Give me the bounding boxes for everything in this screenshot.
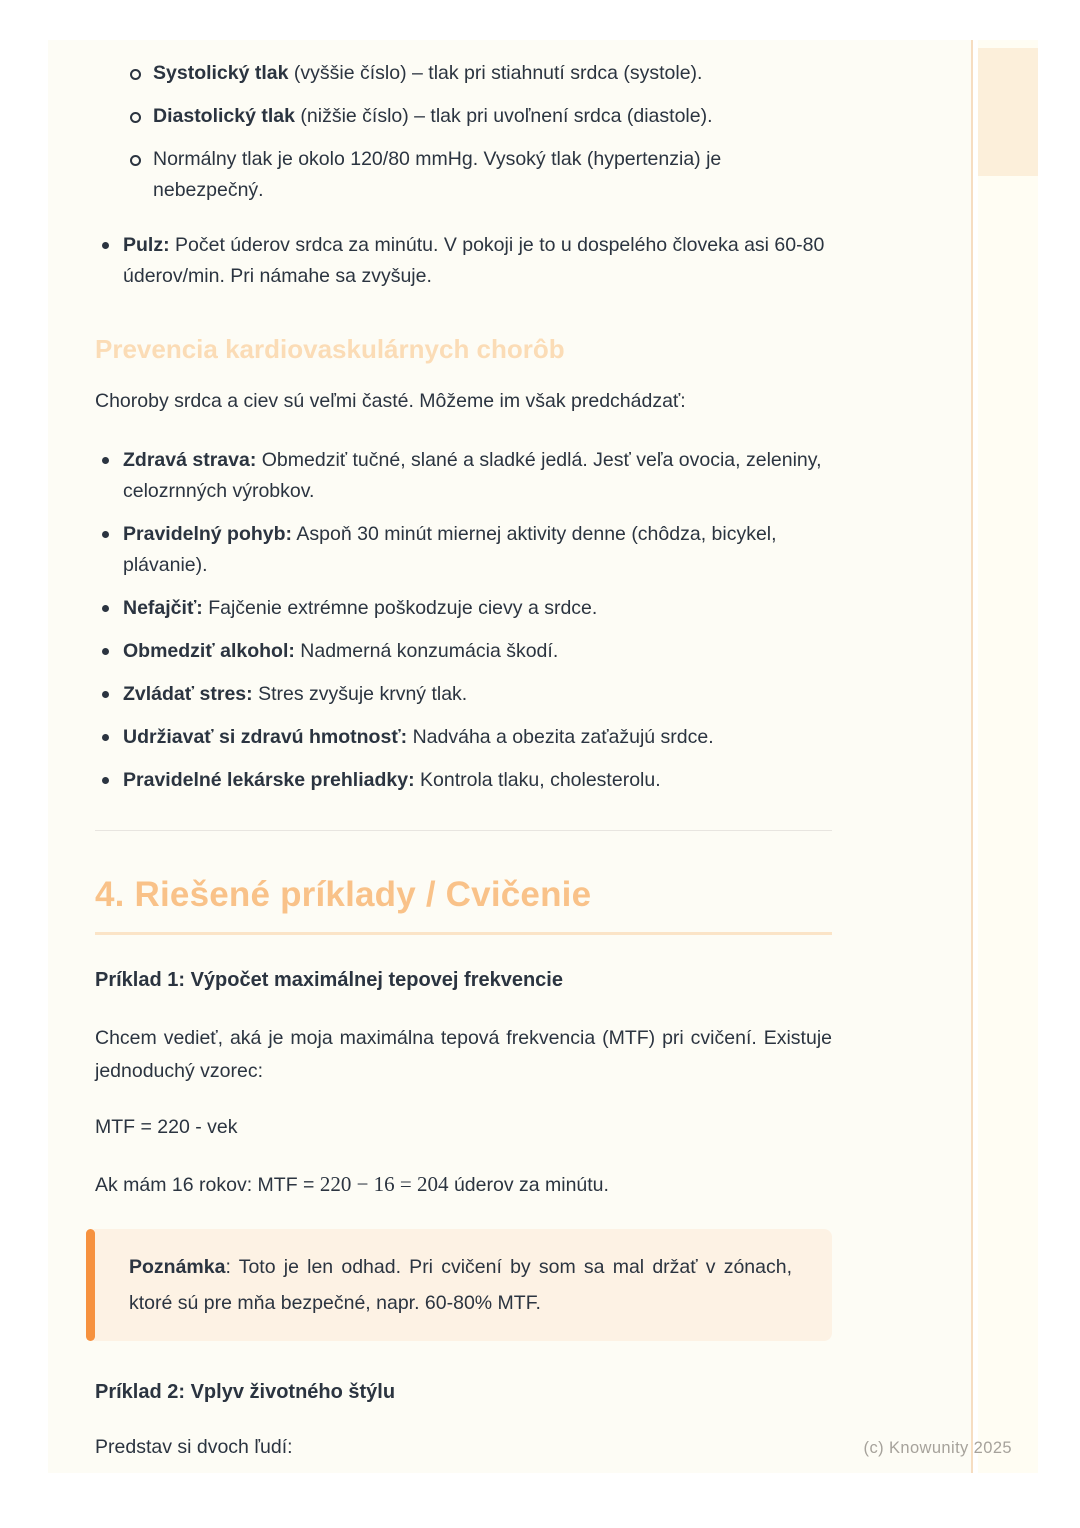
list-item-text	[123, 230, 832, 292]
list-item-body: Fajčenie extrémne poškodzuje cievy a srdce.	[202, 597, 598, 619]
list-item-text	[153, 58, 832, 89]
list-item	[95, 519, 832, 581]
note-label: Poznámka	[129, 1256, 226, 1278]
mtf-formula: MTF = 220 - vek	[95, 1116, 238, 1138]
calc-prefix: Ak mám 16 rokov: MTF =	[95, 1174, 320, 1196]
document-content	[95, 40, 832, 1463]
list-item-text	[153, 101, 832, 132]
list-item-body: Nadváha a obezita zaťažujú srdce.	[407, 726, 714, 748]
list-item-term: Systolický tlak	[153, 62, 289, 84]
list-item	[95, 144, 832, 206]
circle-bullet-icon	[130, 155, 141, 166]
list-item-body: Počet úderov srdca za minútu. V pokoji je to u dospelého človeka asi 60-80 úderov/min. Pri námahe sa zvyšuje.	[123, 234, 825, 287]
disc-bullet-icon	[102, 734, 109, 741]
note-callout	[87, 1229, 832, 1341]
list-item-body: Kontrola tlaku, cholesterolu.	[414, 769, 661, 791]
list-item	[95, 722, 832, 753]
list-item-body: Normálny tlak je okolo 120/80 mmHg. Vysoký tlak (hypertenzia) je nebezpečný.	[153, 148, 722, 201]
list-item-text	[123, 445, 832, 507]
note-text	[129, 1249, 792, 1321]
blood-pressure-sublist	[95, 58, 832, 206]
disc-bullet-icon	[102, 242, 109, 249]
list-item-body: Obmedziť tučné, slané a sladké jedlá. Jesť veľa ovocia, zeleniny, celozrnných výrobkov.	[123, 449, 822, 502]
example1-intro: Chcem vedieť, aká je moja maximálna tepová frekvencia (MTF) pri cvičení. Existuje jednoduchý vzorec:	[95, 1027, 832, 1082]
list-item-term: Udržiavať si zdravú hmotnosť:	[123, 726, 408, 748]
list-item	[95, 445, 832, 507]
list-item-text	[123, 519, 832, 581]
list-item	[95, 58, 832, 89]
disc-bullet-icon	[102, 777, 109, 784]
pulse-list	[95, 230, 832, 292]
list-item	[95, 765, 832, 796]
section-heading-prevention: Prevencia kardiovaskulárnych chorôb	[95, 334, 565, 364]
list-item-term: Diastolický tlak	[153, 105, 295, 127]
list-item-body: Stres zvyšuje krvný tlak.	[252, 683, 468, 705]
section-heading-examples: 4. Riešené príklady / Cvičenie	[95, 875, 592, 914]
example2-title: Príklad 2: Vplyv životného štýlu	[95, 1381, 396, 1403]
mtf-calculation	[95, 1169, 832, 1201]
list-item-body: (vyššie číslo) – tlak pri stiahnutí srdca (systole).	[288, 62, 703, 84]
list-item-body: Aspoň 30 minút miernej aktivity denne (chôdza, bicykel, plávanie).	[123, 523, 777, 576]
prevention-intro: Choroby srdca a ciev sú veľmi časté. Môžeme im však predchádzať:	[95, 390, 686, 412]
document-page	[48, 40, 973, 1473]
next-page-content-block	[978, 48, 1038, 176]
next-page-edge	[978, 40, 1038, 1473]
list-item-text	[123, 765, 832, 796]
list-item-body: (nižšie číslo) – tlak pri uvoľnení srdca (diastole).	[294, 105, 713, 127]
circle-bullet-icon	[130, 112, 141, 123]
copyright-watermark: (c) Knowunity 2025	[863, 1439, 1012, 1457]
note-accent-bar	[86, 1229, 95, 1341]
list-item	[95, 679, 832, 710]
list-item-text	[123, 636, 832, 667]
prevention-list	[95, 445, 832, 796]
heading-underline	[95, 932, 832, 935]
list-item-term: Zdravá strava:	[123, 449, 257, 471]
disc-bullet-icon	[102, 605, 109, 612]
list-item-text	[123, 593, 832, 624]
list-item-term: Pravidelné lekárske prehliadky:	[123, 769, 415, 791]
list-item-text	[153, 144, 832, 206]
calc-suffix: úderov za minútu.	[448, 1174, 609, 1196]
list-item-text	[123, 679, 832, 710]
list-item	[95, 593, 832, 624]
list-item-text	[123, 722, 832, 753]
list-item-term: Obmedziť alkohol:	[123, 640, 295, 662]
list-item	[95, 101, 832, 132]
list-item	[95, 636, 832, 667]
calc-math-expression: 220 − 16 = 204	[319, 1172, 449, 1196]
example2-intro: Predstav si dvoch ľudí:	[95, 1436, 293, 1458]
disc-bullet-icon	[102, 648, 109, 655]
note-body: : Toto je len odhad. Pri cvičení by som sa mal držať v zónach, ktoré sú pre mňa bezpečné, napr. 60-80% MTF.	[129, 1256, 792, 1314]
list-item	[95, 230, 832, 292]
disc-bullet-icon	[102, 691, 109, 698]
list-item-body: Nadmerná konzumácia škodí.	[294, 640, 559, 662]
circle-bullet-icon	[130, 69, 141, 80]
list-item-term: Pulz:	[123, 234, 170, 256]
disc-bullet-icon	[102, 457, 109, 464]
example1-title: Príklad 1: Výpočet maximálnej tepovej frekvencie	[95, 969, 563, 991]
list-item-term: Nefajčiť:	[123, 597, 203, 619]
disc-bullet-icon	[102, 531, 109, 538]
section-divider	[95, 830, 832, 831]
list-item-term: Zvládať stres:	[123, 683, 253, 705]
list-item-term: Pravidelný pohyb:	[123, 523, 293, 545]
